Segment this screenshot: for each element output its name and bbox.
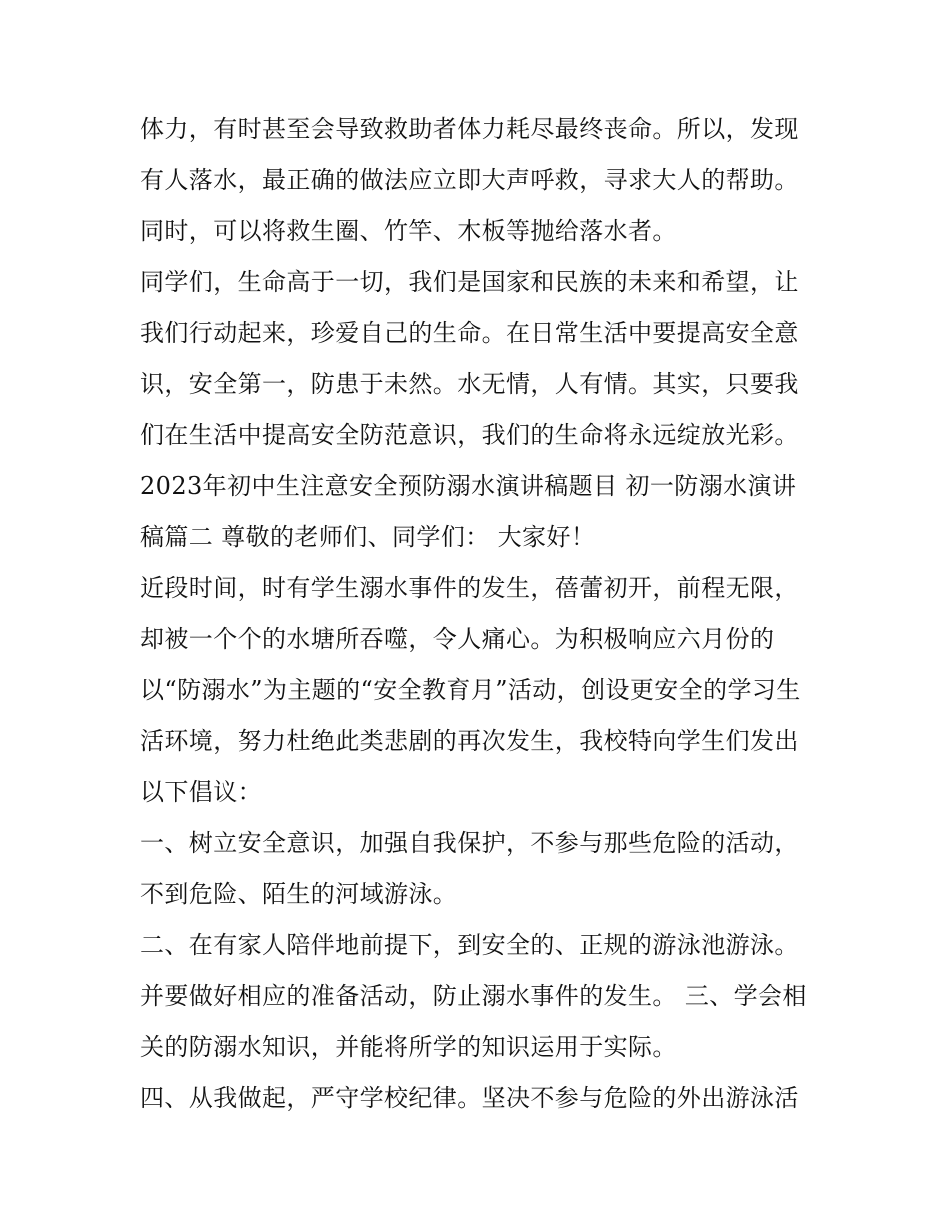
paragraph-5: 二、在有家人陪伴地前提下，到安全的、正规的游泳池游泳。并要做好相应的准备活动，防止溺水事件的发生。 三、学会相关的防溺水知识，并能将所学的知识运用于实际。 xyxy=(140,931,807,1061)
document-body xyxy=(140,104,820,1124)
paragraph-2: 同学们，生命高于一切，我们是国家和民族的未来和希望，让我们行动起来，珍爱自己的生命。在日常生活中要提高安全意识，安全第一，防患于未然。水无情，人有情。其实，只要我们在生活中提高安全防范意识，我们的生命将永远绽放光彩。 2023年初中生注意安全预防溺水演讲稿题目 初一防溺水演讲稿篇二 尊敬的老师们、同学们： 大家好！ xyxy=(140,268,799,551)
paragraph-3: 近段时间，时有学生溺水事件的发生，蓓蕾初开，前程无限，却被一个个的水塘所吞噬，令人痛心。为积极响应六月份的以“防溺水”为主题的“安全教育月”活动，创设更安全的学习生活环境，努力杜绝此类悲剧的再次发生，我校特向学生们发出以下倡议： xyxy=(140,574,801,806)
paragraph-4: 一、树立安全意识，加强自我保护，不参与那些危险的活动，不到危险、陌生的河域游泳。 xyxy=(140,829,799,908)
paragraph-6: 四、从我做起，严守学校纪律。坚决不参与危险的外出游泳活 xyxy=(140,1084,799,1112)
paragraph-1: 体力，有时甚至会导致救助者体力耗尽最终丧命。所以，发现有人落水，最正确的做法应立即大声呼救，寻求大人的帮助。同时，可以将救生圈、竹竿、木板等抛给落水者。 xyxy=(140,115,799,245)
